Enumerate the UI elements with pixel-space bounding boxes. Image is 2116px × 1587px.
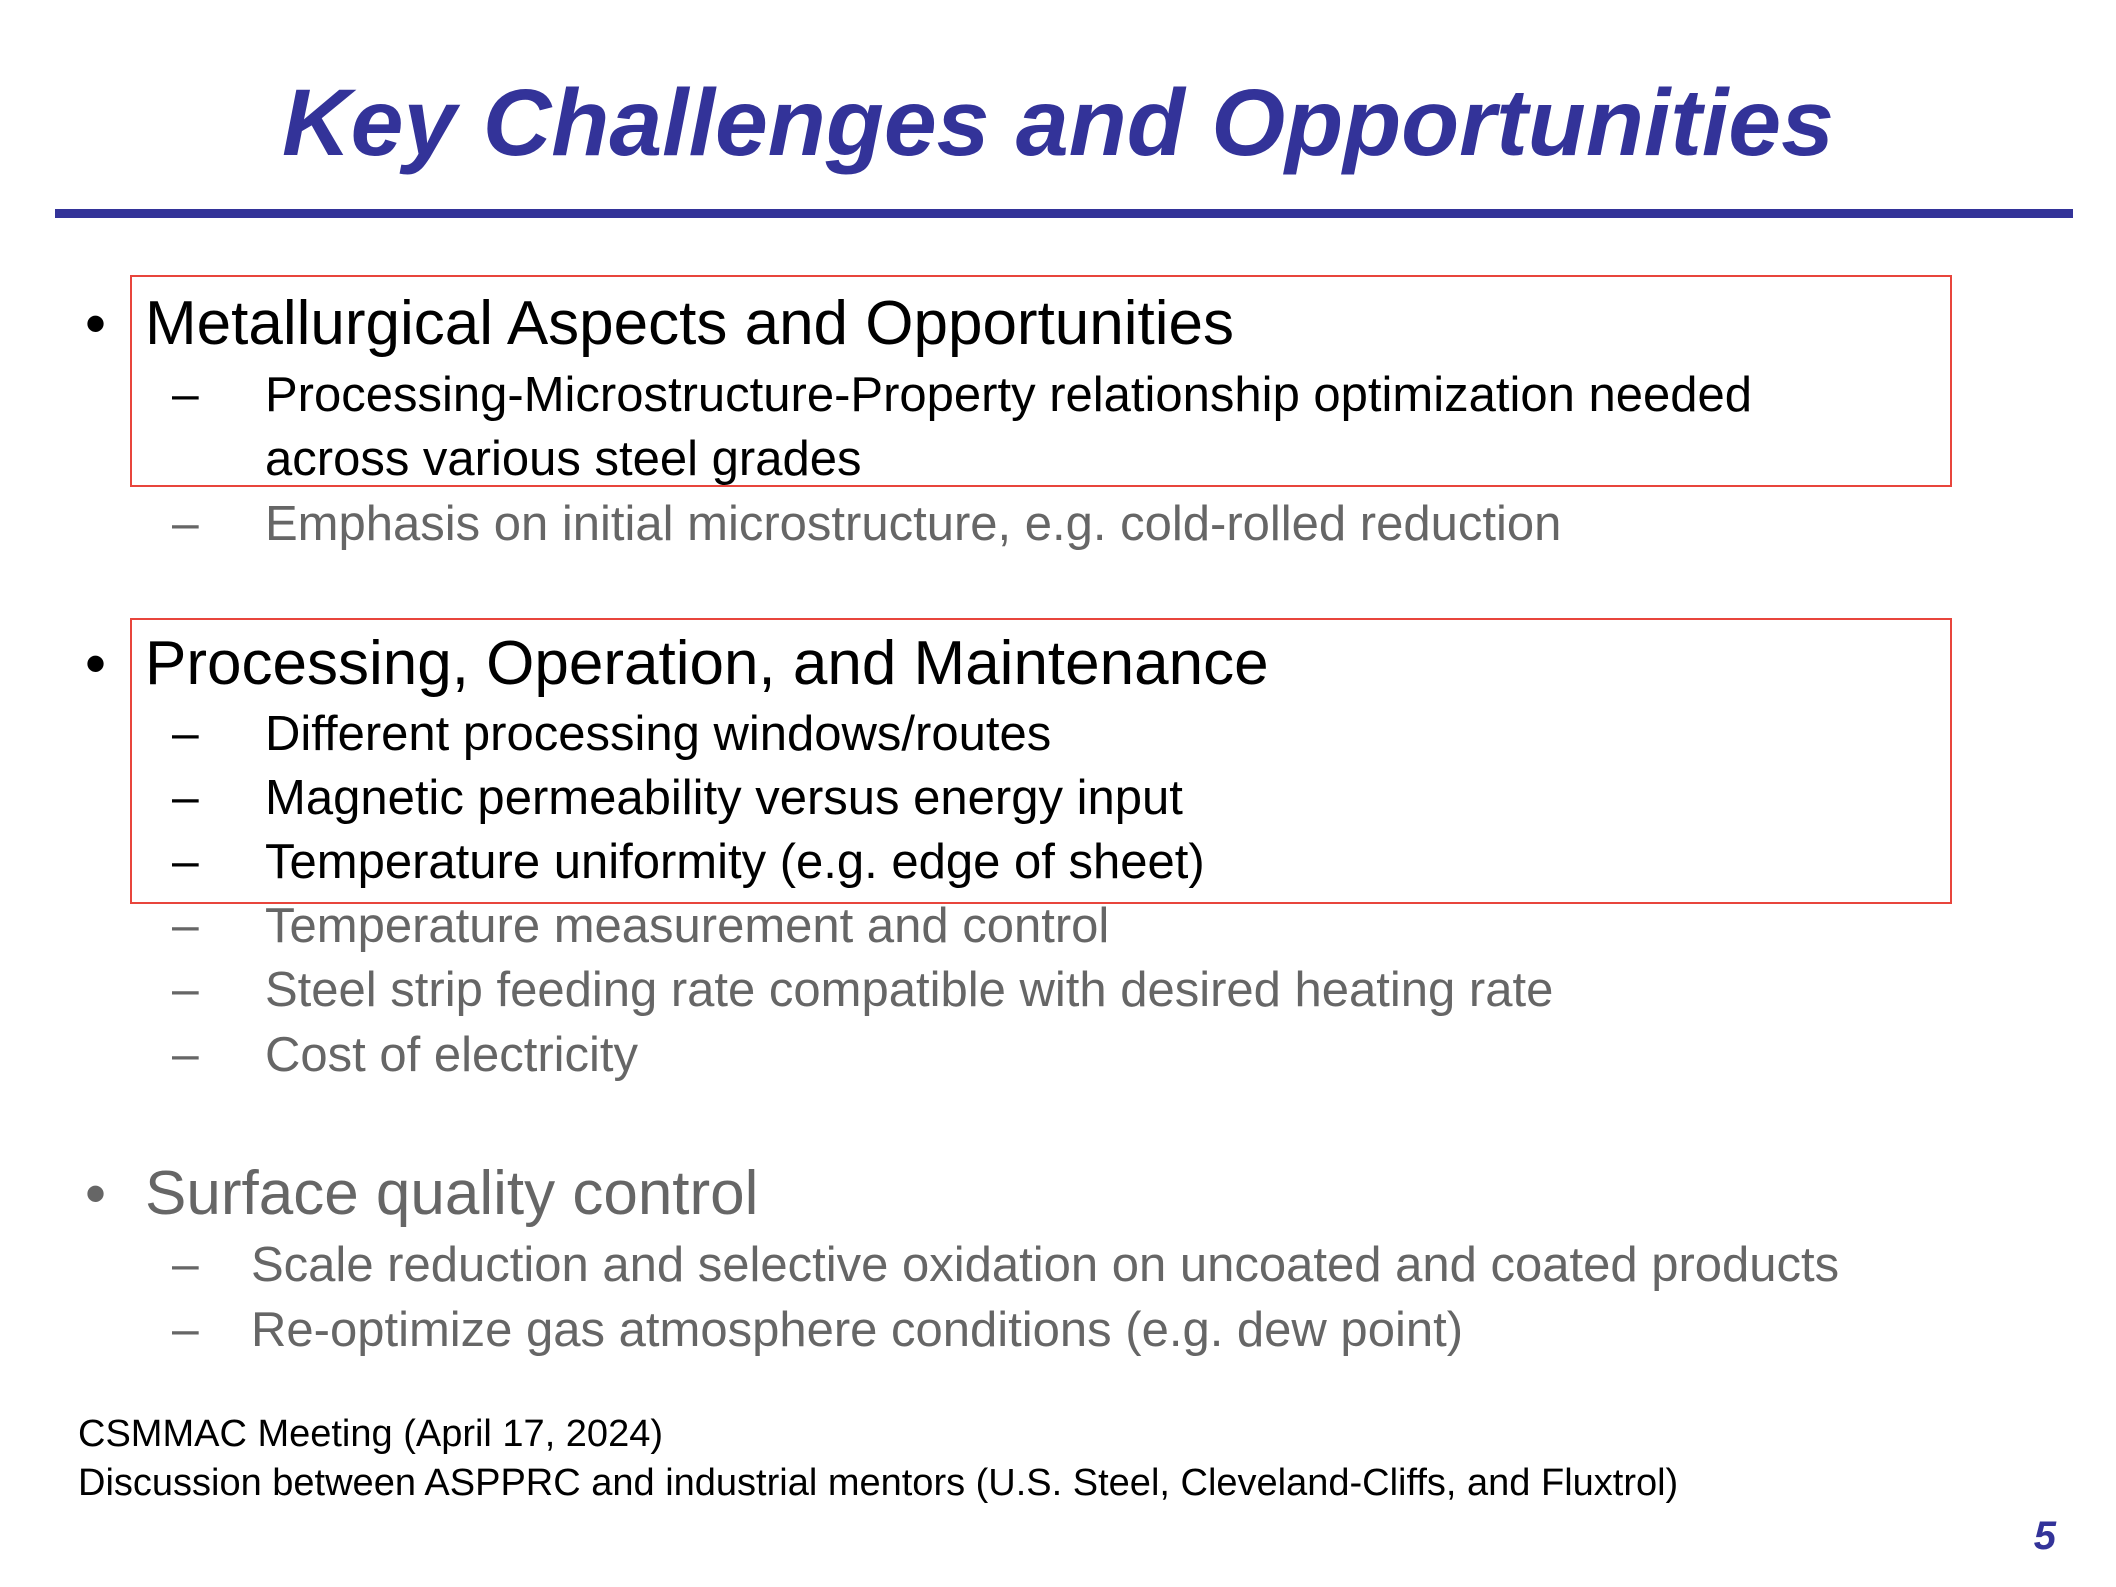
title-divider <box>55 209 2073 218</box>
list-item: across various steel grades <box>265 432 862 486</box>
list-item: Temperature uniformity (e.g. edge of sheet) <box>265 835 1205 889</box>
slide-title: Key Challenges and Opportunities <box>282 70 1834 176</box>
dash-marker: – <box>172 707 199 760</box>
footer-meeting-note: CSMMAC Meeting (April 17, 2024) <box>78 1413 663 1455</box>
list-item: Temperature measurement and control <box>265 899 1110 953</box>
dash-marker: – <box>172 1303 199 1356</box>
section-heading-processing: Processing, Operation, and Maintenance <box>145 629 1269 698</box>
dash-marker: – <box>172 1028 199 1081</box>
bullet-marker: • <box>85 1160 107 1227</box>
list-item: Different processing windows/routes <box>265 707 1052 761</box>
section-heading-surface-quality: Surface quality control <box>145 1159 759 1228</box>
page-number: 5 <box>2033 1514 2056 1558</box>
dash-marker: – <box>172 368 199 421</box>
dash-marker: – <box>172 497 199 550</box>
bullet-marker: • <box>85 630 107 697</box>
dash-marker: – <box>172 835 199 888</box>
list-item: Cost of electricity <box>265 1028 639 1082</box>
dash-marker: – <box>172 1238 199 1291</box>
dash-marker: – <box>172 899 199 952</box>
dash-marker: – <box>172 771 199 824</box>
list-item: Re-optimize gas atmosphere conditions (e.g. dew point) <box>251 1303 1464 1357</box>
list-item: Processing-Microstructure-Property relationship optimization needed <box>265 368 1753 422</box>
list-item: Scale reduction and selective oxidation on uncoated and coated products <box>251 1238 1840 1292</box>
list-item: Magnetic permeability versus energy input <box>265 771 1183 825</box>
list-item: Steel strip feeding rate compatible with desired heating rate <box>265 963 1554 1017</box>
bullet-marker: • <box>85 290 107 357</box>
footer-discussion-note: Discussion between ASPPRC and industrial mentors (U.S. Steel, Cleveland-Cliffs, and Fluxtrol) <box>78 1462 1679 1504</box>
dash-marker: – <box>172 963 199 1016</box>
list-item: Emphasis on initial microstructure, e.g. cold-rolled reduction <box>265 497 1562 551</box>
section-heading-metallurgical: Metallurgical Aspects and Opportunities <box>145 289 1235 358</box>
